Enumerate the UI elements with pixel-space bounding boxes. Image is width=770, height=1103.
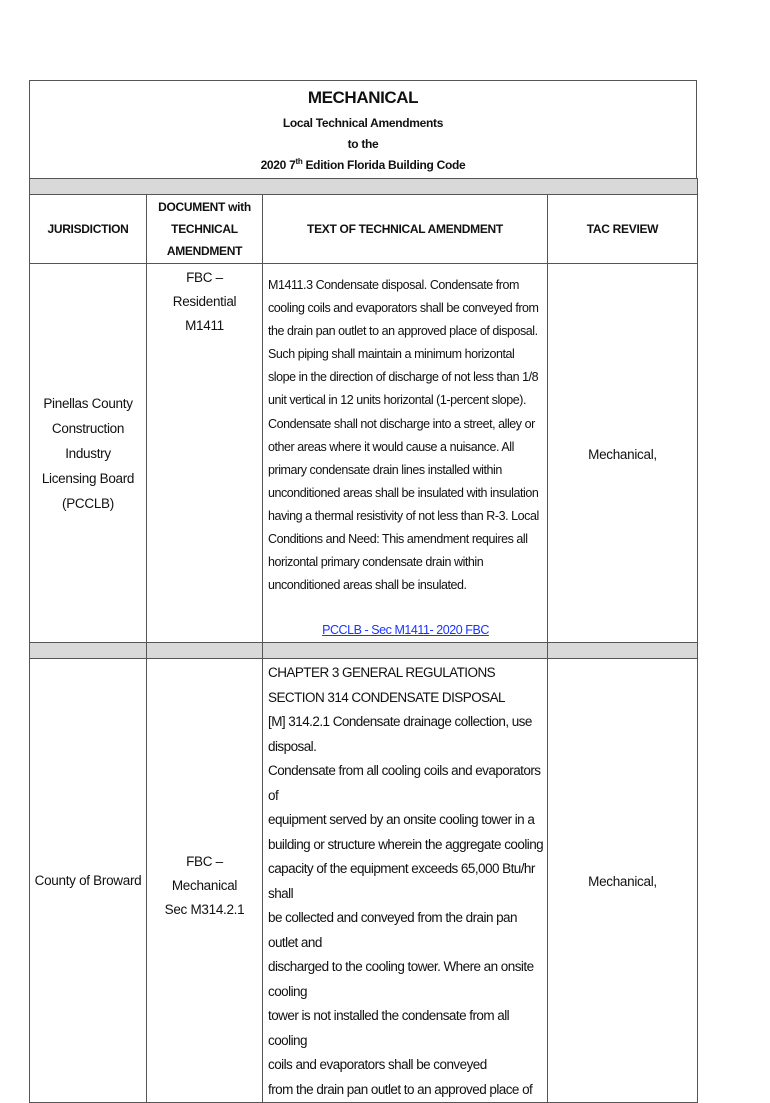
amendments-document [29, 80, 697, 1103]
table-row [30, 264, 698, 643]
amendment-link[interactable]: PCCLB - Sec M1411- 2020 FBC [322, 623, 489, 638]
column-header-row [30, 195, 698, 264]
amendment-line: tower is not installed the condensate from all cooling [268, 1008, 510, 1048]
amendment-line: capacity of the equipment exceeds 65,000 Btu/hr shall [268, 861, 535, 901]
amendment-line: building or structure wherein the aggregate cooling [268, 836, 544, 852]
amendment-text: M1411.3 Condensate disposal. Condensate from cooling coils and evaporators shall be conveyed from the drain pan outlet to an approved place of disposal. Such piping shall maintain a minimum horizontal slope in the direction of discharge of not less than 1/8 unit vertical in 12 units horizontal (1-percent slope). Condensate shall not discharge into a street, alley or other areas where it would cause a nuisance. All primary condensate drain lines installed within unconditioned areas shall be insulated with insulation having a thermal resistivity of not less than R-3. Local Conditions and Need: This amendment requires all horizontal primary condensate drain within unconditioned areas shall be insulated. [268, 278, 539, 593]
jurisdiction-cell [30, 659, 147, 1103]
document-line: FBC – [186, 853, 223, 869]
subtitle-line-2: to the [347, 137, 379, 151]
header-tac: TAC REVIEW [548, 195, 698, 264]
amendment-line: SECTION 314 CONDENSATE DISPOSAL [268, 689, 506, 705]
document-line: M1411 [185, 318, 224, 333]
tac-review-cell: Mechanical, [548, 264, 698, 643]
amendment-line: coils and evaporators shall be conveyed [268, 1057, 487, 1073]
amendment-line: be collected and conveyed from the drain pan outlet and [268, 910, 517, 950]
amendments-table [29, 178, 698, 1103]
document-line: FBC – [186, 270, 223, 285]
amendment-line: from the drain pan outlet to an approved place of [268, 1081, 533, 1097]
document-header [29, 80, 697, 178]
table-row [30, 659, 698, 1103]
separator-gray-band [30, 643, 698, 659]
jurisdiction-line: (PCCLB) [62, 495, 114, 511]
jurisdiction-line: Pinellas County [43, 395, 133, 411]
amendment-text-cell [263, 659, 548, 1103]
amendment-line: discharged to the cooling tower. Where an onsite cooling [268, 959, 534, 999]
top-gray-band [30, 179, 698, 195]
jurisdiction-line: County of Broward [34, 873, 142, 889]
document-line: Mechanical [171, 877, 238, 893]
header-document-line-2: TECHNICAL [171, 222, 238, 236]
subtitle-line-1: Local Technical Amendments [282, 116, 444, 130]
tac-review-cell: Mechanical, [548, 659, 698, 1103]
header-jurisdiction: JURISDICTION [30, 195, 147, 264]
header-document-line-3: AMENDMENT [166, 244, 243, 258]
jurisdiction-line: Licensing Board [41, 470, 135, 486]
header-document-line-1: DOCUMENT with [158, 200, 251, 214]
document-title: MECHANICAL [307, 88, 419, 107]
subtitle-line-3 [30, 155, 696, 176]
header-text: TEXT OF TECHNICAL AMENDMENT [263, 195, 548, 264]
amendment-line: Condensate from all cooling coils and evaporators of [268, 763, 541, 803]
document-cell [147, 264, 263, 643]
amendment-line: equipment served by an onsite cooling tower in a [268, 812, 535, 828]
edition-title: Edition Florida Building Code [302, 158, 466, 172]
jurisdiction-cell [30, 264, 147, 643]
jurisdiction-line: Construction Industry [51, 420, 125, 461]
document-cell [147, 659, 263, 1103]
amendment-text-cell [263, 264, 548, 643]
document-line: Sec M314.2.1 [164, 901, 245, 917]
amendment-line: [M] 314.2.1 Condensate drainage collection, use disposal. [268, 714, 532, 754]
edition-ordinal: th [295, 157, 303, 166]
amendment-line: CHAPTER 3 GENERAL REGULATIONS [268, 665, 496, 681]
header-document [147, 195, 263, 264]
edition-year: 2020 7 [260, 158, 296, 172]
document-line: Residential [172, 294, 237, 309]
